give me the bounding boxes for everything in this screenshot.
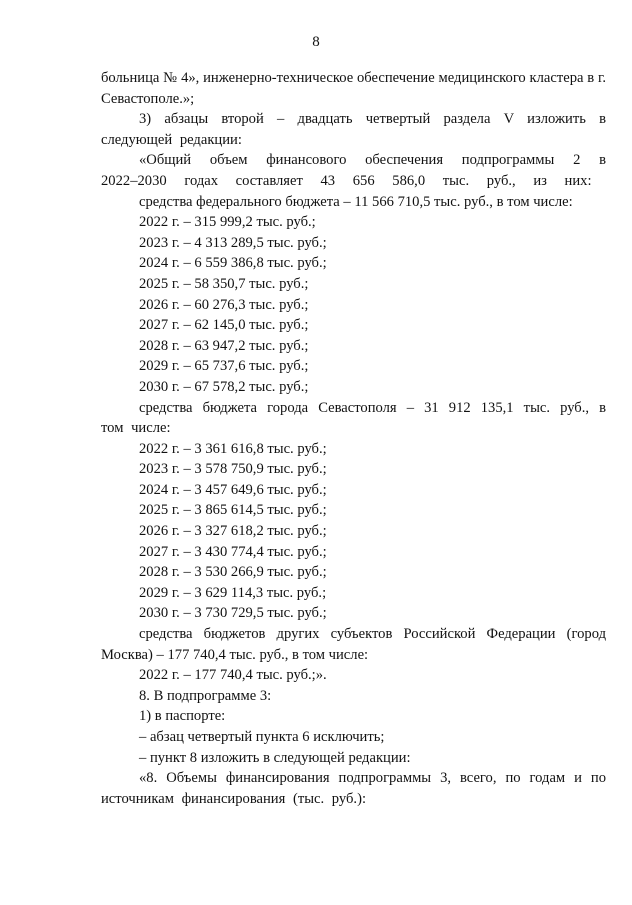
paragraph: средства бюджета города Севастополя – 31 912 135,1 тыс. руб., в том числе: (101, 399, 606, 437)
paragraph: 3) абзацы второй – двадцать четвертый раздела V изложить в следующей редакции: (101, 111, 606, 148)
paragraph: 2030 г. – 3 730 729,5 тыс. руб.; (139, 605, 327, 622)
paragraph: 2023 г. – 4 313 289,5 тыс. руб.; (139, 234, 327, 251)
paragraph: 2027 г. – 62 145,0 тыс. руб.; (139, 317, 309, 334)
paragraph: 2029 г. – 3 629 114,3 тыс. руб.; (139, 584, 327, 601)
paragraph: 2025 г. – 58 350,7 тыс. руб.; (139, 275, 309, 292)
paragraph: 2025 г. – 3 865 614,5 тыс. руб.; (139, 502, 327, 519)
paragraph: 2024 г. – 6 559 386,8 тыс. руб.; (139, 255, 327, 272)
paragraph: 2028 г. – 3 530 266,9 тыс. руб.; (139, 564, 327, 581)
paragraph: средства бюджетов других субъектов Российской Федерации (город Москва) – 177 740,4 тыс. руб., в том числе: (101, 626, 606, 663)
paragraph: средства федерального бюджета – 11 566 710,5 тыс. руб., в том числе: (139, 193, 573, 210)
paragraph: – пункт 8 изложить в следующей редакции: (139, 749, 411, 766)
paragraph: 2029 г. – 65 737,6 тыс. руб.; (139, 358, 309, 375)
paragraph: 2030 г. – 67 578,2 тыс. руб.; (139, 378, 309, 395)
paragraph: «Общий объем финансового обеспечения подпрограммы 2 в 2022–2030 годах составляет 43 656 586,0 тыс. руб., из них: (101, 152, 606, 189)
paragraph: 2028 г. – 63 947,2 тыс. руб.; (139, 337, 309, 354)
paragraph: 2022 г. – 315 999,2 тыс. руб.; (139, 214, 316, 231)
paragraph: – абзац четвертый пункта 6 исключить; (139, 729, 385, 745)
page-number: 8 (312, 34, 320, 50)
paragraph: 2027 г. – 3 430 774,4 тыс. руб.; (139, 543, 327, 560)
paragraph: 8. В подпрограмме 3: (139, 687, 272, 704)
paragraph: больница № 4», инженерно-техническое обеспечение медицинского кластера в г. Севастополе.»; (101, 70, 606, 107)
paragraph: 2026 г. – 3 327 618,2 тыс. руб.; (139, 523, 327, 540)
paragraph: 2024 г. – 3 457 649,6 тыс. руб.; (139, 481, 327, 498)
paragraph: 2022 г. – 177 740,4 тыс. руб.;». (139, 667, 327, 684)
paragraph: 1) в паспорте: (139, 708, 226, 725)
paragraph: 2022 г. – 3 361 616,8 тыс. руб.; (139, 440, 327, 457)
paragraph: 2026 г. – 60 276,3 тыс. руб.; (139, 296, 309, 313)
paragraph: 2023 г. – 3 578 750,9 тыс. руб.; (139, 461, 327, 478)
paragraph: «8. Объемы финансирования подпрограммы 3, всего, по годам и по источникам финансирования (тыс. руб.): (101, 770, 606, 807)
document-body (101, 68, 606, 809)
